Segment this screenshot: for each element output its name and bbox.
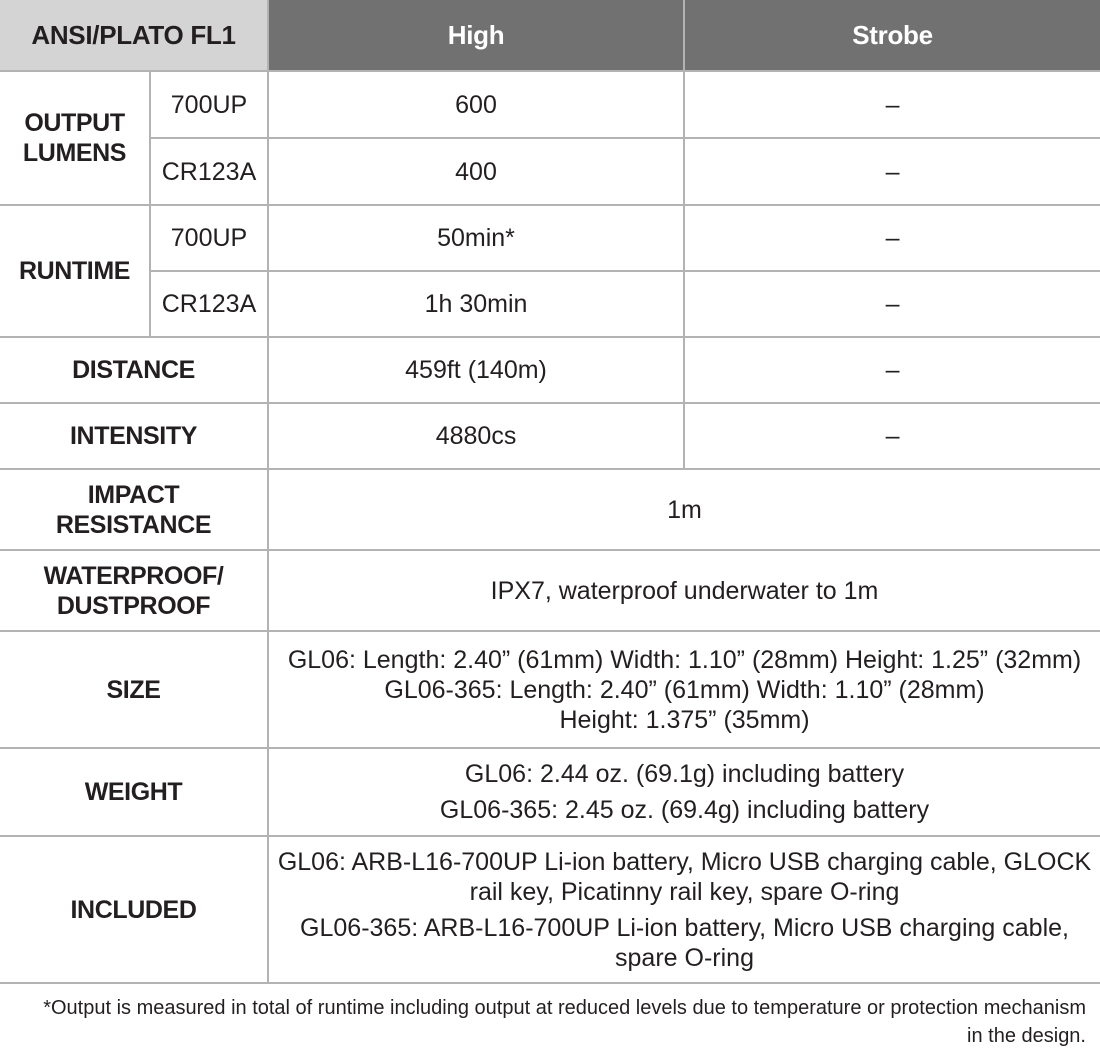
footnote-line2: in the design. — [967, 1025, 1086, 1047]
output-lumens-high-700up: 600 — [268, 71, 684, 138]
footnote — [20, 994, 1086, 1050]
size-row — [0, 631, 1100, 748]
output-lumens-row-cr123a — [0, 138, 1100, 205]
runtime-battery-700up: 700UP — [150, 205, 268, 271]
runtime-battery-cr123a: CR123A — [150, 271, 268, 337]
output-lumens-battery-cr123a: CR123A — [150, 138, 268, 205]
runtime-row-cr123a — [0, 271, 1100, 337]
output-lumens-row-700up — [0, 71, 1100, 138]
waterproof-value: IPX7, waterproof underwater to 1m — [268, 550, 1100, 631]
included-value — [268, 836, 1100, 983]
output-lumens-label-line2: LUMENS — [22, 139, 127, 167]
header-high: High — [268, 0, 684, 71]
waterproof-label — [0, 550, 268, 631]
weight-label: WEIGHT — [0, 748, 268, 836]
header-ansi-plato: ANSI/PLATO FL1 — [0, 0, 268, 71]
output-lumens-high-cr123a: 400 — [268, 138, 684, 205]
output-lumens-strobe-cr123a: – — [684, 138, 1100, 205]
intensity-label: INTENSITY — [0, 403, 268, 469]
waterproof-label-line1: WATERPROOF/ — [43, 561, 224, 590]
included-row — [0, 836, 1100, 983]
output-lumens-label — [0, 71, 150, 205]
included-label: INCLUDED — [0, 836, 268, 983]
intensity-high: 4880cs — [268, 403, 684, 469]
impact-label-line2: RESISTANCE — [55, 510, 212, 539]
weight-row — [0, 748, 1100, 836]
included-line-gl06-365-a: GL06-365: ARB-L16-700UP Li-ion battery, Micro USB charging cable, — [300, 913, 1069, 942]
header-row — [0, 0, 1100, 71]
footnote-line1: *Output is measured in total of runtime including output at reduced levels due to temperature or protection mechanism — [43, 997, 1086, 1019]
output-lumens-label-line1: OUTPUT — [24, 109, 125, 137]
waterproof-label-line2: DUSTPROOF — [56, 591, 211, 620]
size-line-gl06: GL06: Length: 2.40” (61mm) Width: 1.10” (28mm) Height: 1.25” (32mm) — [287, 645, 1082, 674]
size-label: SIZE — [0, 631, 268, 748]
distance-label: DISTANCE — [0, 337, 268, 403]
weight-line-gl06: GL06: 2.44 oz. (69.1g) including battery — [464, 760, 905, 788]
intensity-row — [0, 403, 1100, 469]
size-value — [268, 631, 1100, 748]
waterproof-row — [0, 550, 1100, 631]
header-strobe: Strobe — [684, 0, 1100, 71]
impact-row — [0, 469, 1100, 550]
output-lumens-strobe-700up: – — [684, 71, 1100, 138]
weight-value — [268, 748, 1100, 836]
impact-label — [0, 469, 268, 550]
weight-line-gl06-365: GL06-365: 2.45 oz. (69.4g) including battery — [439, 796, 930, 824]
intensity-strobe: – — [684, 403, 1100, 469]
size-line-gl06-365: GL06-365: Length: 2.40” (61mm) Width: 1.10” (28mm) — [384, 675, 985, 704]
runtime-strobe-cr123a: – — [684, 271, 1100, 337]
size-line-gl06-365-height: Height: 1.375” (35mm) — [559, 705, 810, 734]
runtime-label: RUNTIME — [0, 205, 150, 337]
impact-value: 1m — [268, 469, 1100, 550]
runtime-row-700up — [0, 205, 1100, 271]
distance-high: 459ft (140m) — [268, 337, 684, 403]
runtime-high-700up: 50min* — [268, 205, 684, 271]
runtime-high-cr123a: 1h 30min — [268, 271, 684, 337]
distance-row — [0, 337, 1100, 403]
included-line-gl06-a: GL06: ARB-L16-700UP Li-ion battery, Micro USB charging cable, GLOCK — [277, 847, 1092, 876]
output-lumens-battery-700up: 700UP — [150, 71, 268, 138]
included-line-gl06-365-b: spare O-ring — [615, 943, 754, 972]
distance-strobe: – — [684, 337, 1100, 403]
impact-label-line1: IMPACT — [87, 480, 180, 509]
runtime-strobe-700up: – — [684, 205, 1100, 271]
included-line-gl06-b: rail key, Picatinny rail key, spare O-ring — [469, 877, 900, 906]
